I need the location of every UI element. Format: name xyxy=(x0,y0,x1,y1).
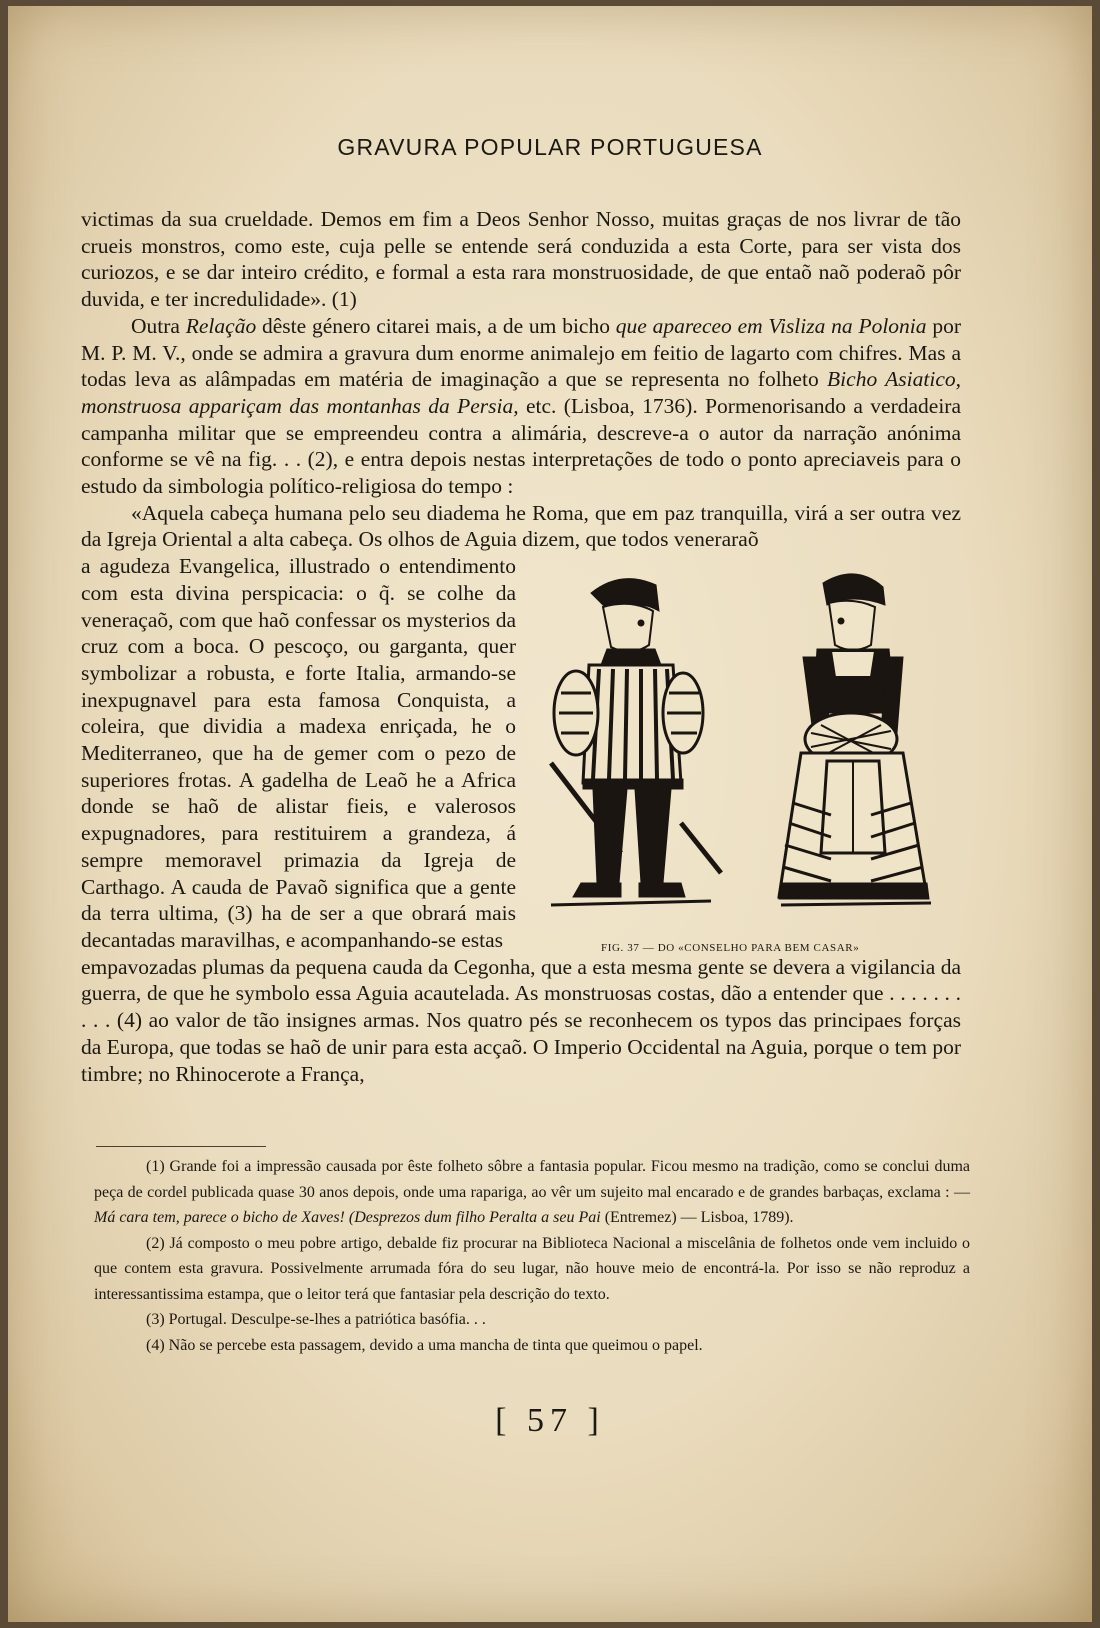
woman-figure xyxy=(779,574,931,905)
footnote-2: (2) Já composto o meu pobre artigo, debalde fiz procurar na Biblioteca Nacional a miscelânia de folhetos onde vem incluido o que contem esta gravura. Possivelmente arrumada fóra do seu lugar, não houve meio de encontrá-la. Por isso se não reproduz a interessantissima estampa, que o leitor terá que fantasiar pela descrição do texto. xyxy=(94,1234,970,1303)
title-relacao: Relação xyxy=(185,313,257,338)
footnote-4: (4) Não se percebe esta passagem, devido a uma mancha de tinta que queimou o papel. xyxy=(146,1336,703,1354)
quote-end: empavozadas plumas da pequena cauda da Cegonha, que a esta mesma gente se devera a vigilancia da guerra, de que he symbolo essa Aguia acautelada. As monstruosas costas, dão a entender que . . . . . . . . . . (4) ao valor de tão insignes armas. Nos quatro pés se reconhecem os typos das principaes forças da Europa, que todas se haõ de unir para esta acçaõ. O Imperio Occidental na Aguia, porque o tem por timbre; no Rhinocerote a França, xyxy=(81,954,961,1086)
footnote-1: (1) Grande foi a impressão causada por êste folheto sôbre a fantasia popular. Ficou mesmo na tradição, como se conclui duma peça de cordel publicada quase 30 anos depois, onde uma rapariga, ao vêr um sujeito mal encarado e de grandes barbaças, exclama : — Má cara tem, parece o bicho de Xaves! (Desprezos dum filho Peralta a seu Pai (Entremez) — Lisboa, 1789). xyxy=(94,1158,970,1226)
book-page xyxy=(8,6,1092,1622)
running-header: GRAVURA POPULAR PORTUGUESA xyxy=(337,134,763,160)
footnotes xyxy=(94,1154,970,1358)
man-figure xyxy=(551,579,721,905)
page-number: [ 57 ] xyxy=(495,1402,605,1439)
main-text xyxy=(81,206,961,1087)
footnote-rule xyxy=(96,1146,266,1147)
paragraph-relacao: Outra Relação dêste género citarei mais, a de um bicho que apareceo em Visliza na Polonia por M. P. M. V., onde se admira a gravura dum enorme animalejo em feitio de lagarto com chifres. Mas a todas leva as alâmpadas em matéria de imaginação a que se representa no folheto Bicho Asiatico, monstruosa appariçam das montanhas da Persia, etc. (Lisboa, 1736). Pormenorisando a verdadeira campanha militar que se empreendeu contra a alimária, descreve-a o autor da narração anónima conforme se vê na fig. . . (2), e entra depois nestas interpretações de todo o ponto apreciaveis para o estudo da simbologia político-religiosa do tempo : xyxy=(81,313,961,499)
title-bicho-polonia: que apareceo em Visliza na Polonia xyxy=(615,313,927,338)
quote-column: a agudeza Evangelica, illustrado o entendimento com esta divina perspicacia: o q̃. se colhe da veneraçaõ, com que haõ confessar os mysterios da cruz com a boca. O pescoço, ou garganta, quer symbolizar a robusta, e forte Italia, armando-se inexpugnavel para esta famosa Conquista, a coleira, que dividia a madexa enriçada, he o Mediterraneo, que ha de gemer com o pezo de superiores frotas. A gadelha de Leaõ he a Africa donde se haõ de alistar fieis, e valerosos expugnadores, para restituirem a grandeza, á sempre memoravel primazia da Igreja de Carthago. A cauda de Pavaõ significa que a gente da terra ultima, (3) ha de ser a que obrará mais decantadas maravilhas, e acompanhando-se estas xyxy=(81,554,516,952)
woodcut-engraving xyxy=(531,553,961,953)
woodcut-figure xyxy=(531,553,961,953)
figure-caption: FIG. 37 — DO «CONSELHO PARA BEM CASAR» xyxy=(601,942,860,955)
footnote-3: (3) Portugal. Desculpe-se-lhes a patriótica basófia. . . xyxy=(146,1311,486,1328)
text-figure-wrap xyxy=(81,553,961,954)
paragraph-continuation: victimas da sua crueldade. Demos em fim a Deos Senhor Nosso, muitas graças de nos livrar de tão crueis monstros, como este, cuja pelle se entende será conduzida a esta Corte, para ser vista dos curiozos, e se dar inteiro crédito, e formal a esta rara monstruosidade, de que entaõ naõ poderaõ pôr duvida, e ter incredulidade». (1) xyxy=(81,207,961,312)
title-bicho-asiatico: Bicho Asiatico, monstruosa appariçam das montanhas da Persia, xyxy=(81,367,961,418)
quote-intro: «Aquela cabeça humana pelo seu diadema he Roma, que em paz tranquilla, virá a ser outra vez da Igreja Oriental a alta cabeça. Os olhos de Aguia dizem, que todos veneraraõ xyxy=(81,500,961,552)
